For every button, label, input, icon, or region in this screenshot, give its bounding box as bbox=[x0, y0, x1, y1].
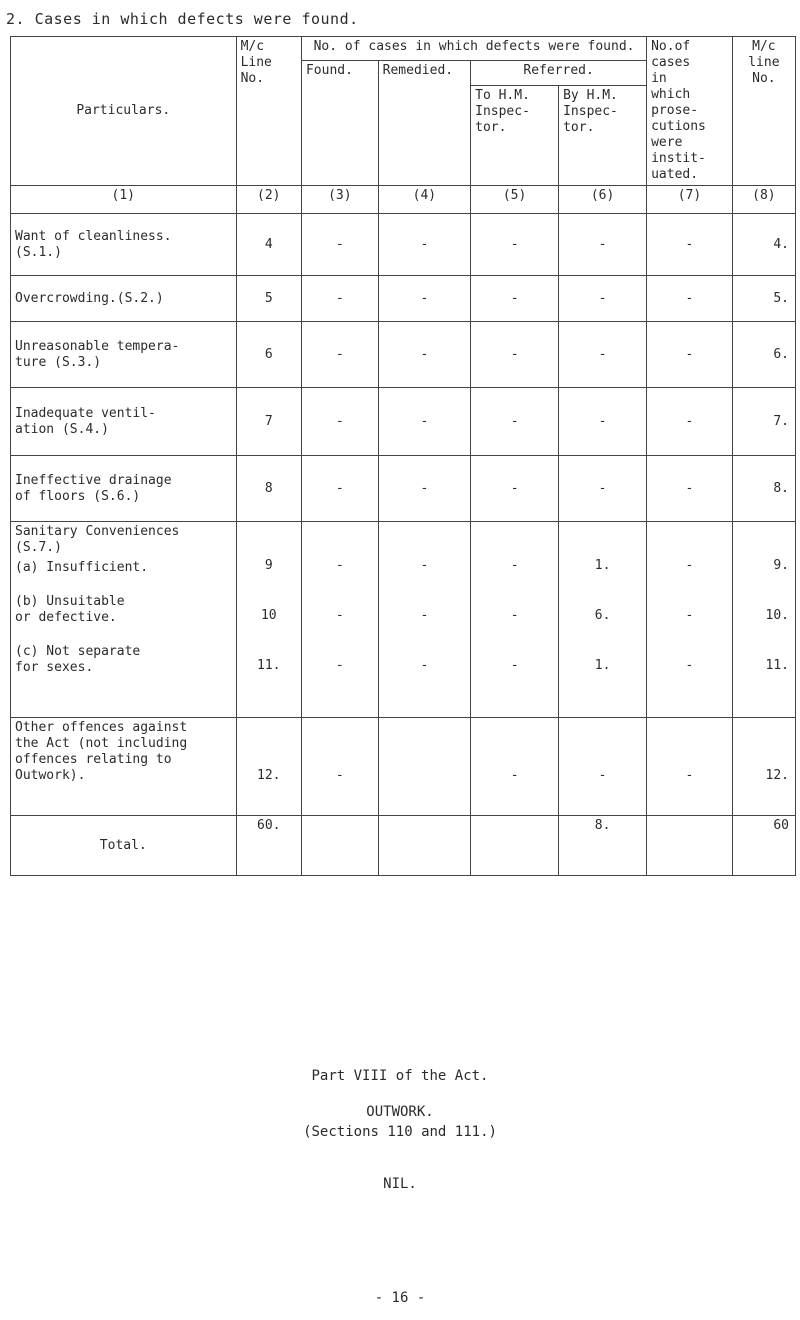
other-line-2: 12. bbox=[732, 718, 795, 816]
sanitary-found-b: - bbox=[335, 608, 344, 623]
sanitary-line2-c: 11. bbox=[765, 658, 789, 673]
other-prosecutions: - bbox=[647, 718, 733, 816]
col-number-7: (7) bbox=[647, 186, 733, 214]
sanitary-by-hm bbox=[559, 522, 647, 718]
row-particulars: Want of cleanliness. (S.1.) bbox=[11, 214, 237, 276]
sanitary-remedied-b: - bbox=[420, 608, 429, 623]
page-heading: 2. Cases in which defects were found. bbox=[6, 10, 359, 28]
sanitary-line-a: 9 bbox=[264, 558, 273, 573]
total-by-hm: 8. bbox=[559, 816, 647, 876]
other-found: - bbox=[301, 718, 378, 816]
header-cases-group: No. of cases in which defects were found. bbox=[301, 37, 646, 61]
outwork-title: OUTWORK. bbox=[366, 1104, 434, 1120]
row-by-hm: - bbox=[559, 276, 647, 322]
total-prosecutions bbox=[647, 816, 733, 876]
row-remedied: - bbox=[378, 276, 470, 322]
row-prosecutions: - bbox=[647, 388, 733, 456]
other-to-hm: - bbox=[471, 718, 559, 816]
sanitary-line2-b: 10. bbox=[765, 608, 789, 623]
row-remedied: - bbox=[378, 214, 470, 276]
part-title: Part VIII of the Act. bbox=[311, 1068, 489, 1084]
col-number-6: (6) bbox=[559, 186, 647, 214]
col-number-5: (5) bbox=[471, 186, 559, 214]
row-line-2: 6. bbox=[732, 322, 795, 388]
row-to-hm: - bbox=[471, 322, 559, 388]
table-row bbox=[11, 456, 796, 522]
row-prosecutions: - bbox=[647, 276, 733, 322]
table-row bbox=[11, 276, 796, 322]
sanitary-conveniences-row bbox=[11, 522, 796, 718]
row-found: - bbox=[301, 456, 378, 522]
sanitary-to-hm-b: - bbox=[510, 608, 519, 623]
sanitary-prosecutions bbox=[647, 522, 733, 718]
row-remedied: - bbox=[378, 456, 470, 522]
nil-text: NIL. bbox=[383, 1176, 417, 1192]
row-by-hm: - bbox=[559, 322, 647, 388]
sanitary-by-hm-c: 1. bbox=[594, 658, 611, 673]
sanitary-to-hm bbox=[471, 522, 559, 718]
sections-note: (Sections 110 and 111.) bbox=[303, 1124, 497, 1140]
col-number-4: (4) bbox=[378, 186, 470, 214]
row-remedied: - bbox=[378, 388, 470, 456]
sanitary-line bbox=[236, 522, 301, 718]
header-found: Found. bbox=[301, 61, 378, 186]
total-row bbox=[11, 816, 796, 876]
row-by-hm: - bbox=[559, 214, 647, 276]
header-particulars bbox=[11, 37, 237, 186]
row-prosecutions: - bbox=[647, 322, 733, 388]
header-mc-line-2: M/c line No. bbox=[732, 37, 795, 186]
total-found bbox=[301, 816, 378, 876]
row-line: 7 bbox=[236, 388, 301, 456]
col-number-2: (2) bbox=[236, 186, 301, 214]
total-line: 60. bbox=[236, 816, 301, 876]
sanitary-found-a: - bbox=[335, 558, 344, 573]
sanitary-line2-a: 9. bbox=[773, 558, 789, 573]
table-row bbox=[11, 718, 796, 816]
header-prosecutions: No.of cases in which prose- cutions were instit- uated. bbox=[647, 37, 733, 186]
sanitary-prosecutions-b: - bbox=[685, 608, 694, 623]
row-particulars: Overcrowding.(S.2.) bbox=[11, 276, 237, 322]
row-to-hm: - bbox=[471, 456, 559, 522]
table-row bbox=[11, 322, 796, 388]
sanitary-found-c: - bbox=[335, 658, 344, 673]
row-particulars: Unreasonable tempera- ture (S.3.) bbox=[11, 322, 237, 388]
sanitary-title: Sanitary Conveniences (S.7.) bbox=[15, 524, 180, 555]
sanitary-to-hm-c: - bbox=[510, 658, 519, 673]
total-line-2: 60 bbox=[732, 816, 795, 876]
total-label: Total. bbox=[11, 816, 237, 876]
sanitary-remedied-c: - bbox=[420, 658, 429, 673]
sanitary-by-hm-b: 6. bbox=[594, 608, 611, 623]
row-line-2: 8. bbox=[732, 456, 795, 522]
sanitary-prosecutions-a: - bbox=[685, 558, 694, 573]
row-particulars: Inadequate ventil- ation (S.4.) bbox=[11, 388, 237, 456]
sanitary-line-b: 10 bbox=[260, 608, 277, 623]
sanitary-to-hm-a: - bbox=[510, 558, 519, 573]
row-particulars: Ineffective drainage of floors (S.6.) bbox=[11, 456, 237, 522]
row-prosecutions: - bbox=[647, 456, 733, 522]
defects-table bbox=[10, 36, 796, 876]
table-row bbox=[11, 388, 796, 456]
row-line: 6 bbox=[236, 322, 301, 388]
row-found: - bbox=[301, 322, 378, 388]
row-line-2: 5. bbox=[732, 276, 795, 322]
header-remedied: Remedied. bbox=[378, 61, 470, 186]
row-line-2: 7. bbox=[732, 388, 795, 456]
header-by-hm: By H.M. Inspec- tor. bbox=[559, 86, 647, 186]
page-number: - 16 - bbox=[374, 1290, 426, 1306]
header-to-hm: To H.M. Inspec- tor. bbox=[471, 86, 559, 186]
row-line: 4 bbox=[236, 214, 301, 276]
sanitary-item-a: (a) Insufficient. bbox=[15, 560, 149, 575]
header-particulars-label: Particulars. bbox=[76, 103, 171, 118]
row-line: 8 bbox=[236, 456, 301, 522]
header-referred: Referred. bbox=[471, 61, 647, 86]
row-remedied: - bbox=[378, 322, 470, 388]
row-line: 5 bbox=[236, 276, 301, 322]
sanitary-remedied-a: - bbox=[420, 558, 429, 573]
col-number-3: (3) bbox=[301, 186, 378, 214]
col-number-1: (1) bbox=[11, 186, 237, 214]
header-mc-line: M/c Line No. bbox=[236, 37, 301, 186]
sanitary-by-hm-a: 1. bbox=[594, 558, 611, 573]
other-remedied bbox=[378, 718, 470, 816]
row-prosecutions: - bbox=[647, 214, 733, 276]
sanitary-line-2 bbox=[732, 522, 795, 718]
row-found: - bbox=[301, 388, 378, 456]
total-remedied bbox=[378, 816, 470, 876]
row-to-hm: - bbox=[471, 388, 559, 456]
sanitary-particulars bbox=[11, 522, 237, 718]
sanitary-item-c: (c) Not separate for sexes. bbox=[15, 644, 141, 675]
other-particulars: Other offences against the Act (not including offences relating to Outwork). bbox=[11, 718, 237, 816]
total-to-hm bbox=[471, 816, 559, 876]
sanitary-found bbox=[301, 522, 378, 718]
table-row bbox=[11, 214, 796, 276]
sanitary-item-b: (b) Unsuitable or defective. bbox=[15, 594, 125, 625]
row-to-hm: - bbox=[471, 276, 559, 322]
sanitary-remedied bbox=[378, 522, 470, 718]
row-found: - bbox=[301, 214, 378, 276]
sanitary-line-c: 11. bbox=[257, 658, 281, 673]
other-line: 12. bbox=[236, 718, 301, 816]
other-by-hm: - bbox=[559, 718, 647, 816]
row-found: - bbox=[301, 276, 378, 322]
row-by-hm: - bbox=[559, 388, 647, 456]
col-number-8: (8) bbox=[732, 186, 795, 214]
row-line-2: 4. bbox=[732, 214, 795, 276]
sanitary-prosecutions-c: - bbox=[685, 658, 694, 673]
row-to-hm: - bbox=[471, 214, 559, 276]
row-by-hm: - bbox=[559, 456, 647, 522]
